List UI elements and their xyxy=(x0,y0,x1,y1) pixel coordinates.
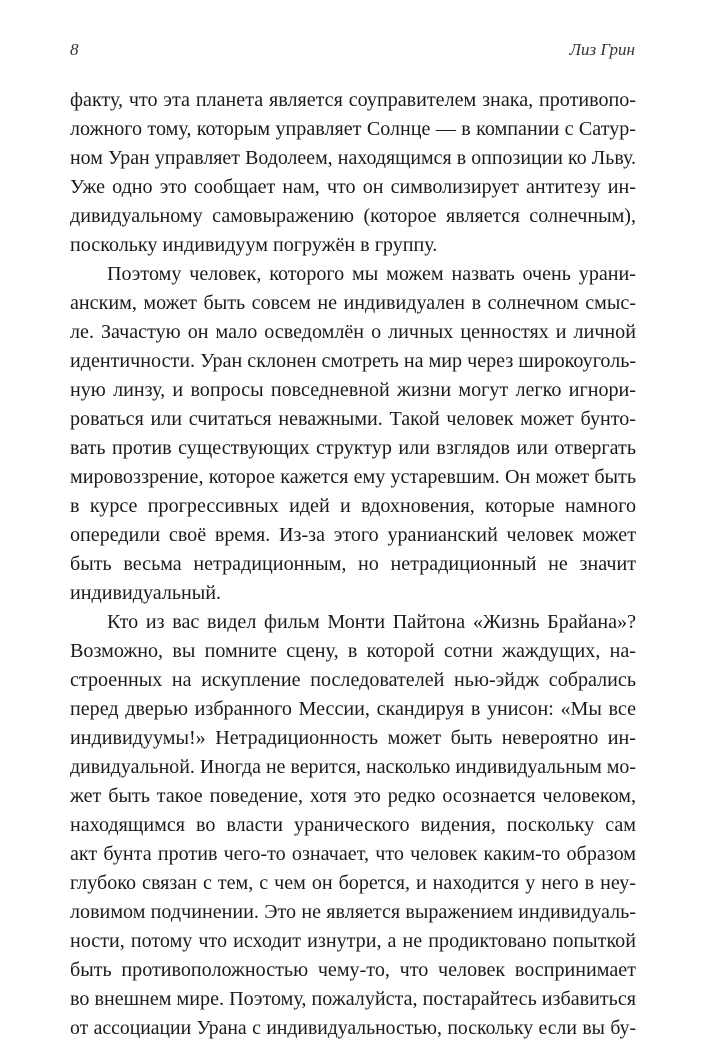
text-line: индивидуумы!» Нетрадиционность может быть невероятно ин- xyxy=(70,727,636,749)
text-line: опередили своё время. Из-за этого уранианский человек может xyxy=(70,524,636,546)
text-line: во внешнем мире. Поэтому, пожалуйста, постарайтесь избавиться xyxy=(70,988,636,1010)
text-line: факту, что эта планета является соуправителем знака, противопо- xyxy=(70,89,636,111)
body-text xyxy=(70,86,636,1043)
paragraph xyxy=(70,86,636,260)
text-line: Поэтому человек, которого мы можем назвать очень урани- xyxy=(107,263,636,285)
text-line: акт бунта против чего-то означает, что человек каким-то образом xyxy=(70,843,636,865)
text-line: роваться или считаться неважными. Такой человек может бунто- xyxy=(70,408,636,430)
text-line: дивидуальной. Иногда не верится, насколько индивидуальным мо- xyxy=(70,756,636,778)
text-line: ную линзу, и вопросы повседневной жизни могут легко игнори- xyxy=(70,379,636,401)
text-line: находящимся во власти уранического видения, поскольку сам xyxy=(70,814,636,836)
text-line: ности, потому что исходит изнутри, а не продиктовано попыткой xyxy=(70,930,636,952)
text-line: жет быть такое поведение, хотя это редко осознается человеком, xyxy=(70,785,636,807)
text-line: ном Уран управляет Водолеем, находящимся в оппозиции ко Льву. xyxy=(70,147,636,169)
running-head-author: Лиз Грин xyxy=(569,40,635,59)
text-line: в курсе прогрессивных идей и вдохновения, которые намного xyxy=(70,495,636,517)
text-line: быть противоположностью чему-то, что человек воспринимает xyxy=(70,959,636,981)
text-line: строенных на искупление последователей нью-эйдж собрались xyxy=(70,669,636,691)
text-line: идентичности. Уран склонен смотреть на мир через широкоуголь- xyxy=(70,350,637,372)
text-line: дивидуальному самовыражению (которое является солнечным), xyxy=(70,205,636,227)
text-line: быть весьма нетрадиционным, но нетрадиционный не значит xyxy=(70,553,636,575)
text-line: Кто из вас видел фильм Монти Пайтона «Жизнь Брайана»? xyxy=(107,611,636,633)
text-line: ле. Зачастую он мало осведомлён о личных ценностях и личной xyxy=(70,321,636,343)
text-line: анским, может быть совсем не индивидуален в солнечном смыс- xyxy=(70,292,636,314)
text-line: глубоко связан с тем, с чем он борется, и находится у него в неу- xyxy=(70,872,636,894)
text-line: вать против существующих структур или взглядов или отвергать xyxy=(70,437,636,459)
paragraph xyxy=(70,260,636,608)
text-line: ложного тому, которым управляет Солнце — в компании с Сатур- xyxy=(70,118,636,140)
page-number: 8 xyxy=(70,40,79,59)
page-header xyxy=(70,40,635,64)
text-line: от ассоциации Урана с индивидуальностью, поскольку если вы бу- xyxy=(70,1017,636,1039)
paragraph xyxy=(70,608,636,1043)
text-line: поскольку индивидуум погружён в группу. xyxy=(70,234,438,256)
text-line: индивидуальный. xyxy=(70,582,222,604)
text-line: Уже одно это сообщает нам, что он символизирует антитезу ин- xyxy=(70,176,636,198)
text-line: ловимом подчинении. Это не является выражением индивидуаль- xyxy=(70,901,636,923)
text-line: Возможно, вы помните сцену, в которой сотни жаждущих, на- xyxy=(70,640,636,662)
text-line: перед дверью избранного Мессии, скандируя в унисон: «Мы все xyxy=(70,698,636,720)
text-line: мировоззрение, которое кажется ему устаревшим. Он может быть xyxy=(70,466,636,488)
